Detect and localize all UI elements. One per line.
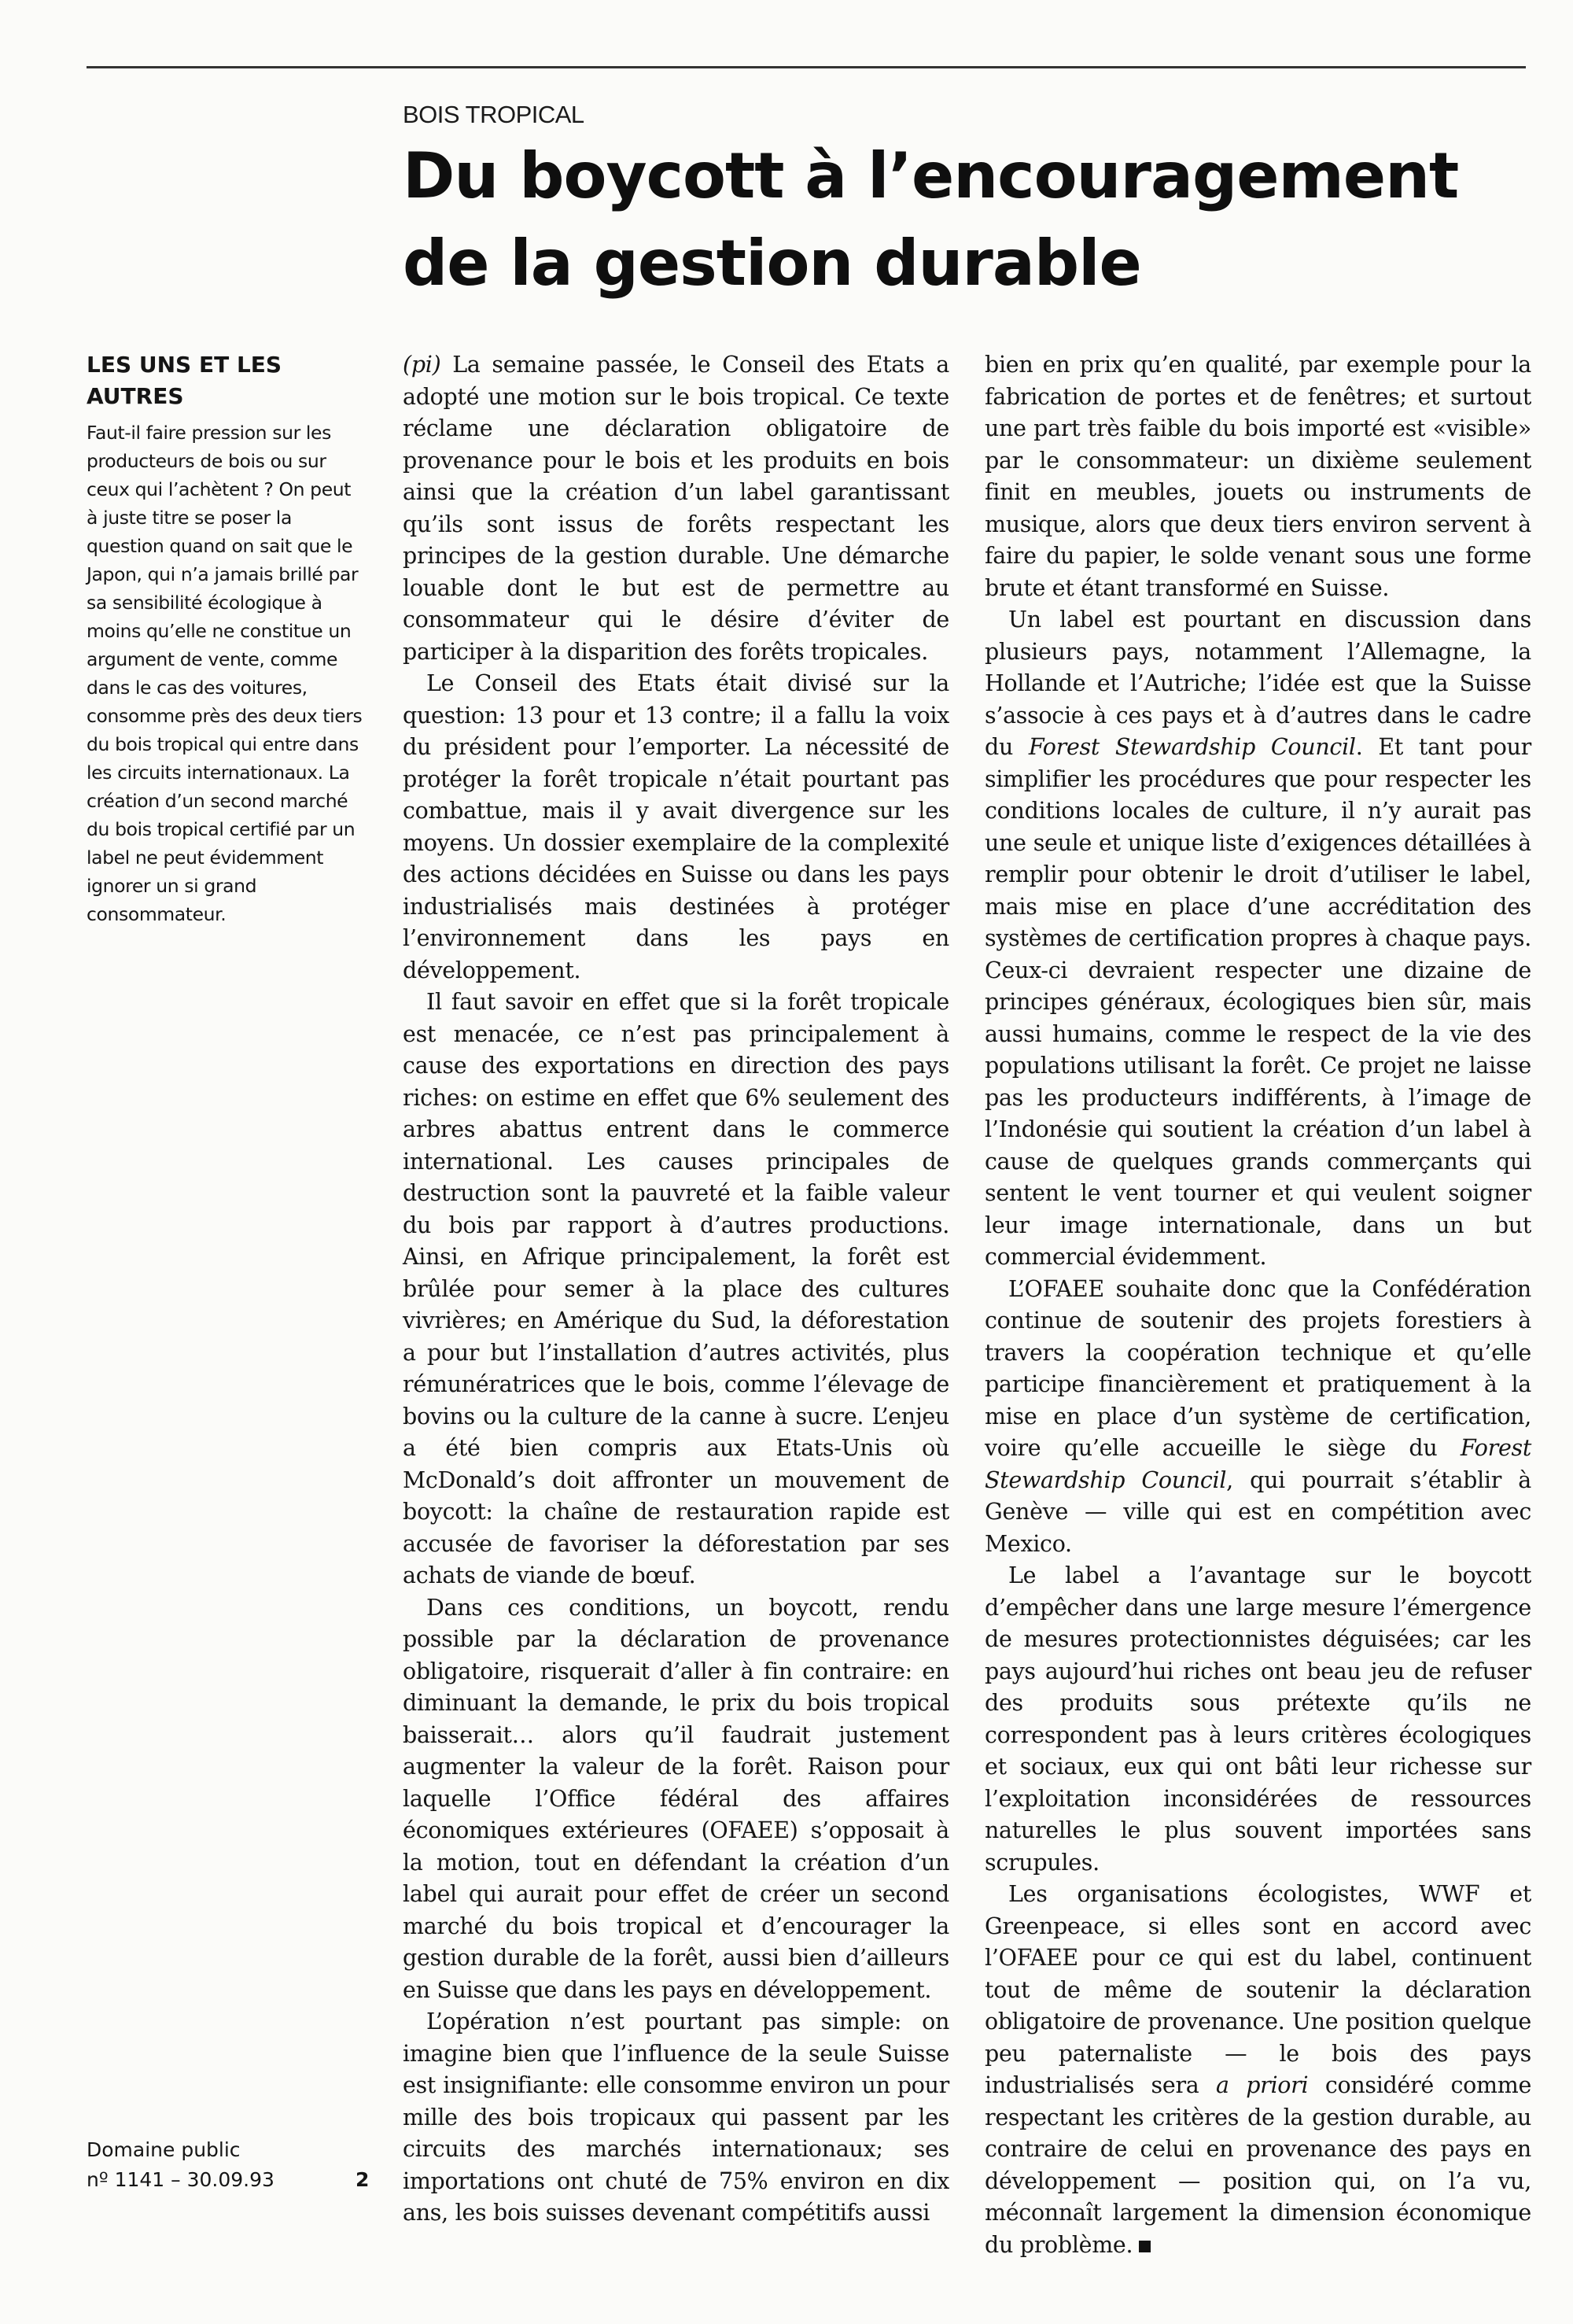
sidebar-heading: LES UNS ET LES AUTRES [87,352,282,409]
end-of-article-square-icon [1139,2241,1151,2252]
article-paragraph-continued: bien en prix qu’en qualité, par exemple pour la fabrication de portes et de fenêtres; et surtout une part très faible du bois importé est «visible» par le consommateur: un dixième seulement finit en meubles, jouets ou instruments de musique, alors que deux tiers environ servent à faire du papier, le solde venant sous une forme brute et étant transformé en Suisse. [985,352,1531,601]
publication-footer [87,2135,274,2195]
paragraph-text: Un label est pourtant en discussion dans plusieurs pays, notamment l’Allemagne, la Hollande et l’Autriche; l’idée est que la Suisse s’associe à ces pays et à d’autres dans le cadre du [985,607,1531,760]
title-line-1: Du boycott à l’encouragement [403,139,1459,212]
paragraph-text: . Et tant pour simplifier les procédures que pour respecter les conditions locales de culture, il n’y aurait pas une seule et unique liste d’exigences détaillées à remplir pour obtenir le droit d’utiliser le label, mais mise en place d’une accréditation des systèmes de certification propres à chaque pays. Ceux-ci devraient respecter une dizaine de principes généraux, écologiques bien sûr, mais aussi humains, comme le respect de la vie des populations utilisant la forêt. Ce projet ne laisse pas les producteurs indifférents, à l’image de l’Indonésie qui soutient la création d’un label à cause de quelques grands commerçants qui sentent le vent tourner et qui veulent soigner leur image internationale, dans un but commercial évidemment. [985,734,1531,1270]
title-line-2: de la gestion durable [403,227,1141,300]
article-paragraph: Dans ces conditions, un boycott, rendu possible par la déclaration de provenance obligatoire, risquerait d’aller à fin contraire: en diminuant la demande, le prix du bois tropical baisserait… alors qu’il faudrait justement augmenter la valeur de la forêt. Raison pour laquelle l’Office fédéral des affaires économiques extérieures (OFAEE) s’opposait à la motion, tout en défendant la création d’un label qui aurait pour effet de créer un second marché du bois tropical et d’encourager la gestion durable de la forêt, aussi bien d’ailleurs en Suisse que dans les pays en développement. [403,1594,949,2003]
sidebar-text: Faut-il faire pression sur les producteurs de bois ou sur ceux qui l’achètent ? On peut à juste titre se poser la question quand on sait que le Japon, qui n’a jamais brillé par sa sensibilité écologique à moins qu’elle ne constitue un argument de vente, comme dans le cas des voitures, consomme près des deux tiers du bois tropical qui entre dans les circuits internationaux. La création d’un second marché du bois tropical certifié par un label ne peut évidemment ignorer un si grand consommateur. [87,422,363,925]
article-paragraph [985,1879,1531,2261]
article-column-2 [985,349,1531,2261]
section-kicker: BOIS TROPICAL [403,101,584,128]
page-number: 2 [355,2168,370,2191]
author-initials: (pi) [403,352,441,378]
article-paragraph: Il faut savoir en effet que si la forêt tropicale est menacée, ce n’est pas principalement à cause des exportations en direction des pays riches: on estime en effet que 6% seulement des arbres abattus entrent dans le commerce international. Les causes principales de destruction sont la pauvreté et la faible valeur du bois par rapport à d’autres productions. Ainsi, en Afrique principalement, la forêt est brûlée pour semer à la place des cultures vivrières; en Amérique du Sud, la déforestation a pour but l’installation d’autres activités, plus rémunératrices que le bois, comme l’élevage de bovins ou la culture de la canne à sucre. L’enjeu a été bien compris aux Etats-Unis où McDonald’s doit affronter un mouvement de boycott: la chaîne de restauration rapide est accusée de favoriser la déforestation par ses achats de viande de bœuf. [403,989,949,1588]
article-paragraph: L’opération n’est pourtant pas simple: on imagine bien que l’influence de la seule Suisse est insignifiante: elle consomme environ un pour mille des bois tropicaux qui passent par les circuits des marchés internationaux; ses importations ont chuté de 75% environ en dix ans, les bois suisses devenant compétitifs aussi [403,2009,949,2226]
emphasis-text: a priori [1216,2072,1309,2098]
paragraph-text: Les organisations écologistes, WWF et Greenpeace, si elles sont en accord avec l’OFAEE pour ce qui est du label, continuent tout de même de soutenir la déclaration obligatoire de provenance. Une position quelque peu paternaliste — le bois des pays industrialisés sera [985,1881,1531,2098]
article-title [403,132,1520,307]
emphasis-text: Forest Stewardship Council [985,1435,1531,1493]
article-paragraph: Le label a l’avantage sur le boycott d’empêcher dans une large mesure l’émergence de mesures protectionnistes déguisées; car les pays aujourd’hui riches ont beau jeu de refuser des produits sous prétexte qu’ils ne correspondent pas à leurs critères écologiques et sociaux, eux qui ont bâti leur richesse sur l’exploitation inconsidérées de ressources naturelles le plus souvent importées sans scrupules. [985,1562,1531,1876]
paragraph-text: considéré comme respectant les critères de la gestion durable, au contraire de celui en provenance des pays en développement — position qui, on l’a vu, méconnaît largement la dimension économique du problème. [985,2072,1532,2258]
article-paragraph [403,349,949,668]
emphasis-text: Forest Stewardship Council [1028,734,1356,760]
article-paragraph [985,1274,1531,1561]
issue-info: nº 1141 – 30.09.93 [87,2168,274,2191]
article-paragraph [985,604,1531,1274]
paragraph-text: , qui pourrait s’établir à Genève — ville qui est en compétition avec Mexico. [985,1466,1531,1557]
top-rule [87,66,1526,68]
paragraph-text: La semaine passée, le Conseil des Etats a adopté une motion sur le bois tropical. Ce texte réclame une déclaration obligatoire de provenance pour le bois et les produits en bois ainsi que la création d’un label garantissant qu’ils sont issus de forêts respectant les principes de la gestion durable. Une démarche louable dont le but est de permettre au consommateur qui le désire d’éviter de participer à la disparition des forêts tropicales. [403,352,949,665]
paragraph-text: L’OFAEE souhaite donc que la Confédération continue de soutenir des projets forestiers à travers la coopération technique et qu’elle participe financièrement et pratiquement à la mise en place d’un système de certification, voire qu’elle accueille le siège du [985,1275,1531,1461]
publication-name: Domaine public [87,2138,241,2161]
article-column-1 [403,349,949,2230]
article-paragraph: Le Conseil des Etats était divisé sur la question: 13 pour et 13 contre; il a fallu la voix du président pour l’emporter. La nécessité de protéger la forêt tropicale n’était pourtant pas combattue, mais il y avait divergence sur les moyens. Un dossier exemplaire de la complexité des actions décidées en Suisse ou dans les pays industrialisés mais destinées à protéger l’environnement dans les pays en développement. [403,670,949,983]
